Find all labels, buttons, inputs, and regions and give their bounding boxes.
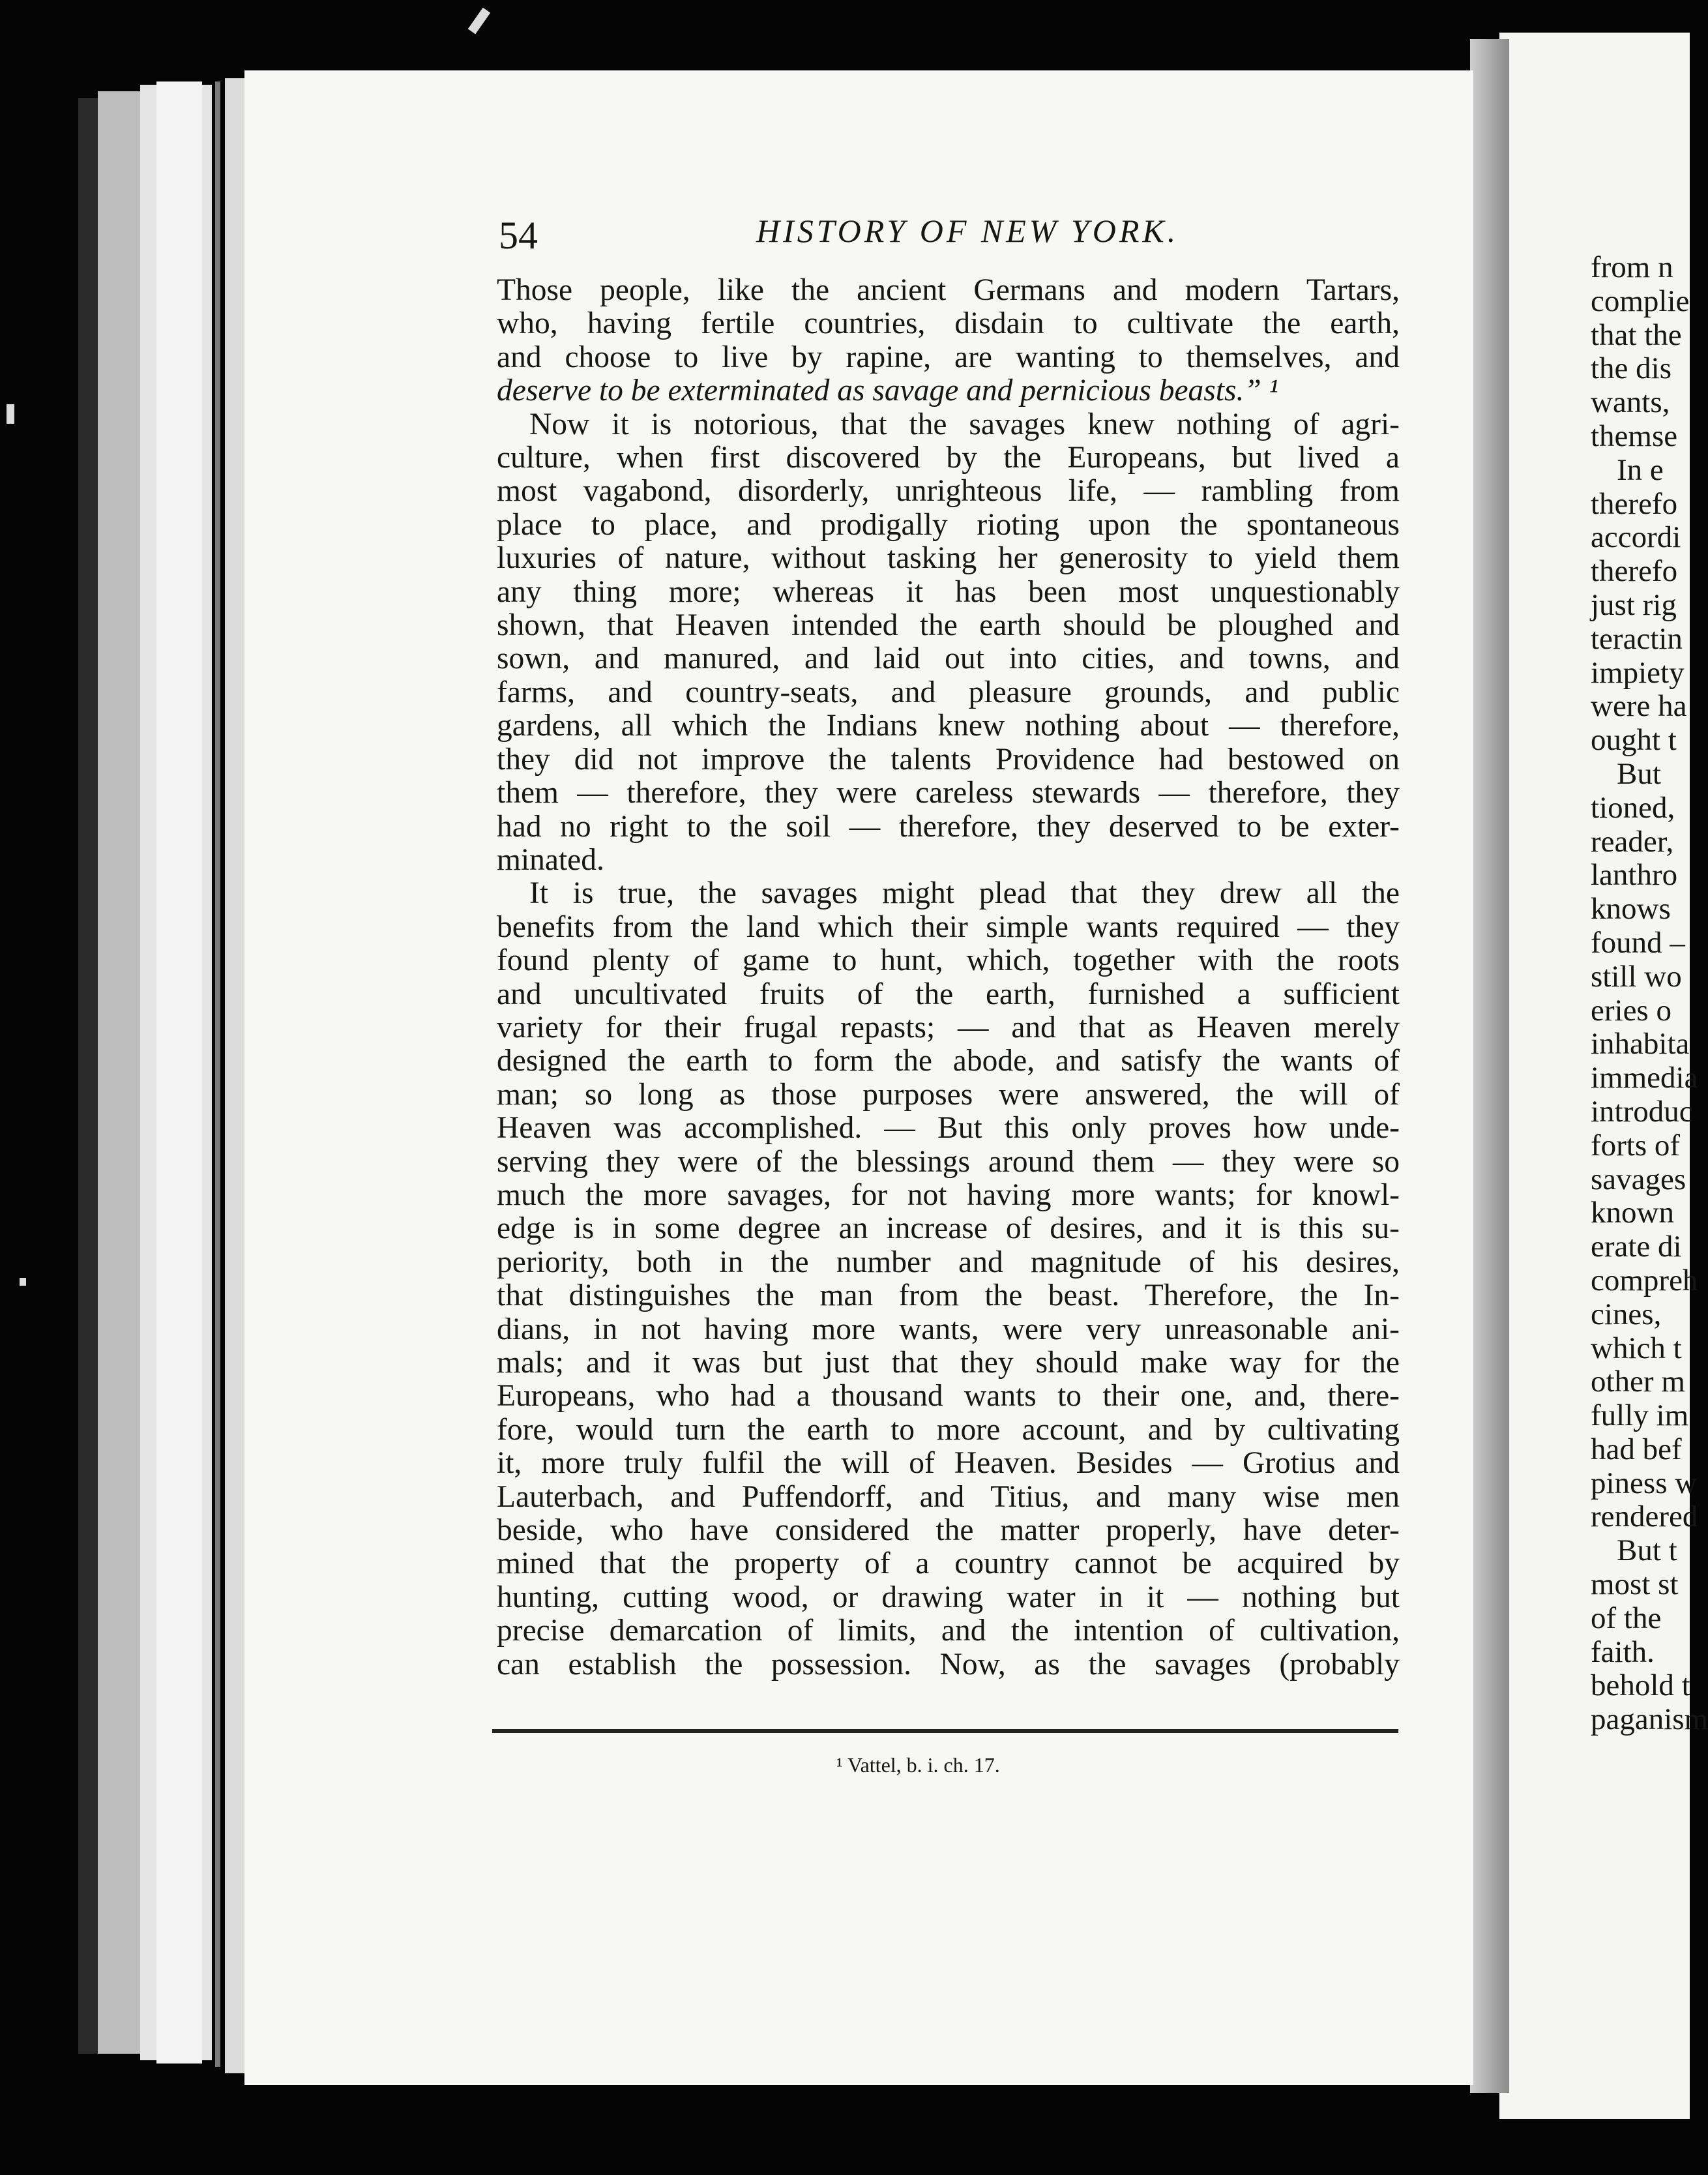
right-text-line: themse (1591, 419, 1678, 453)
right-text-line: cines, (1591, 1297, 1662, 1331)
text-line: much the more savages, for not having more wants; for knowl- (497, 1177, 1400, 1212)
right-text-line: But t (1617, 1533, 1677, 1568)
text-line: gardens, all which the Indians knew nothing about — therefore, (497, 709, 1400, 743)
right-text-line: still wo (1591, 959, 1682, 994)
right-text-line: most st (1591, 1567, 1679, 1602)
text-line: and choose to live by rapine, are wanting to themselves, and (497, 340, 1400, 374)
right-text-line: impiety (1591, 655, 1685, 690)
right-text-line: therefo (1591, 486, 1678, 521)
text-line: man; so long as those purposes were answered, the will of (497, 1077, 1400, 1112)
right-text-line: had bef (1591, 1432, 1682, 1466)
right-page-text (1591, 250, 1708, 1737)
text-line: dians, in not having more wants, were very unreasonable ani- (497, 1312, 1400, 1346)
text-line: Europeans, who had a thousand wants to their one, and, there- (497, 1379, 1400, 1413)
text-line: shown, that Heaven intended the earth should be ploughed and (497, 608, 1400, 643)
running-title: HISTORY OF NEW YORK. (756, 213, 1179, 249)
right-text-line: eries o (1591, 993, 1671, 1028)
scan-speck (468, 8, 490, 35)
text-line: culture, when first discovered by the Europeans, but lived a (497, 441, 1400, 475)
text-line: precise demarcation of limits, and the intention of cultivation, (497, 1614, 1400, 1648)
right-text-line: which t (1591, 1331, 1682, 1365)
right-text-line: behold t (1591, 1668, 1690, 1703)
right-text-line: But (1617, 756, 1661, 791)
text-line: fore, would turn the earth to more account, and by cultivating (497, 1412, 1400, 1447)
text-line: they did not improve the talents Providence had bestowed on (497, 742, 1400, 777)
right-text-line: the dis (1591, 351, 1672, 386)
text-line: hunting, cutting wood, or drawing water in it — nothing but (497, 1580, 1400, 1614)
right-text-line: that the (1591, 318, 1682, 352)
footnote: ¹ Vattel, b. i. ch. 17. (836, 1753, 1000, 1777)
right-text-line: tioned, (1591, 790, 1675, 825)
right-text-line: therefo (1591, 554, 1678, 589)
text-line: edge is in some degree an increase of desires, and it is this su- (497, 1211, 1400, 1246)
body-text (497, 274, 1400, 1681)
right-text-line: erate di (1591, 1230, 1682, 1264)
text-line: mined that the property of a country cannot be acquired by (497, 1546, 1400, 1581)
right-text-line: savages (1591, 1162, 1686, 1196)
text-line: place to place, and prodigally rioting upon the spontaneous (497, 507, 1400, 542)
text-line: variety for their frugal repasts; — and that as Heaven merely (497, 1010, 1400, 1044)
right-text-line: other m (1591, 1365, 1685, 1399)
text-line: benefits from the land which their simple wants required — they (497, 910, 1400, 944)
right-text-line: fully im (1591, 1398, 1689, 1433)
page-stack-line-inner (225, 78, 244, 2073)
text-line: It is true, the savages might plead that they drew all the (529, 876, 1400, 911)
page-gutter (1470, 39, 1509, 2093)
right-text-line: were ha (1591, 689, 1687, 724)
right-text-line: accordi (1591, 520, 1681, 555)
page-stack-line (215, 81, 220, 2067)
right-text-line: known (1591, 1196, 1674, 1230)
right-text-line: paganism (1591, 1702, 1708, 1737)
right-text-line: In e (1617, 452, 1664, 487)
right-text-line: of the (1591, 1601, 1662, 1635)
text-line: who, having fertile countries, disdain to cultivate the earth, (497, 306, 1400, 341)
right-text-line: complie (1591, 284, 1690, 318)
scan-speck (20, 1278, 26, 1286)
text-line: periority, both in the number and magnitude of his desires, (497, 1245, 1400, 1279)
text-line: farms, and country-seats, and pleasure grounds, and public (497, 675, 1400, 709)
right-text-line: wants, (1591, 385, 1670, 420)
text-line: designed the earth to form the abode, and satisfy the wants of (497, 1044, 1400, 1078)
right-text-line: inhabita (1591, 1027, 1690, 1061)
right-text-line: ought t (1591, 723, 1677, 758)
right-text-line: teractin (1591, 621, 1683, 656)
right-text-line: compreh (1591, 1263, 1698, 1297)
right-text-line: piness w (1591, 1466, 1698, 1500)
text-line-italic: deserve to be exterminated as savage and pernicious beasts.” ¹ (497, 374, 1278, 408)
text-line: it, more truly fulfil the will of Heaven. Besides — Grotius and (497, 1446, 1400, 1481)
right-text-line: from n (1591, 250, 1673, 284)
right-text-line: forts of (1591, 1128, 1681, 1162)
right-text-line: reader, (1591, 824, 1674, 859)
footnote-rule (492, 1729, 1398, 1733)
text-line: minated. (497, 842, 604, 877)
text-line: serving they were of the blessings around them — they were so (497, 1144, 1400, 1179)
scan-speck (7, 404, 14, 424)
text-line: luxuries of nature, without tasking her generosity to yield them (497, 541, 1400, 576)
page-stack-edge-inner (156, 81, 202, 2064)
text-line: can establish the possession. Now, as the savages (probably (497, 1647, 1400, 1681)
text-line: had no right to the soil — therefore, they deserved to be exter- (497, 809, 1400, 844)
text-line: beside, who have considered the matter properly, have deter- (497, 1513, 1400, 1548)
text-line: Lauterbach, and Puffendorff, and Titius, and many wise men (497, 1479, 1400, 1514)
right-text-line: found – (1591, 925, 1685, 960)
page-number: 54 (499, 214, 538, 257)
right-text-line: immedia (1591, 1061, 1698, 1095)
right-text-line: knows (1591, 892, 1671, 926)
text-line: them — therefore, they were careless stewards — therefore, they (497, 776, 1400, 810)
text-line: Those people, like the ancient Germans and modern Tartars, (497, 273, 1400, 307)
right-text-line: just rig (1591, 587, 1677, 622)
right-text-line: faith. (1591, 1635, 1655, 1669)
text-line: any thing more; whereas it has been most unquestionably (497, 574, 1400, 609)
right-text-line: rendered (1591, 1500, 1698, 1534)
text-line: and uncultivated fruits of the earth, furnished a sufficient (497, 977, 1400, 1011)
text-line: most vagabond, disorderly, unrighteous life, — rambling from (497, 474, 1400, 509)
text-line: mals; and it was but just that they should make way for the (497, 1346, 1400, 1380)
text-line: found plenty of game to hunt, which, together with the roots (497, 943, 1400, 978)
text-line: that distinguishes the man from the beast. Therefore, the In- (497, 1279, 1400, 1313)
text-line: Now it is notorious, that the savages knew nothing of agri- (529, 407, 1400, 441)
text-line: sown, and manured, and laid out into cities, and towns, and (497, 642, 1400, 676)
right-text-line: lanthro (1591, 858, 1678, 893)
right-text-line: introduc (1591, 1094, 1693, 1129)
text-line: Heaven was accomplished. — But this only proves how unde- (497, 1111, 1400, 1146)
